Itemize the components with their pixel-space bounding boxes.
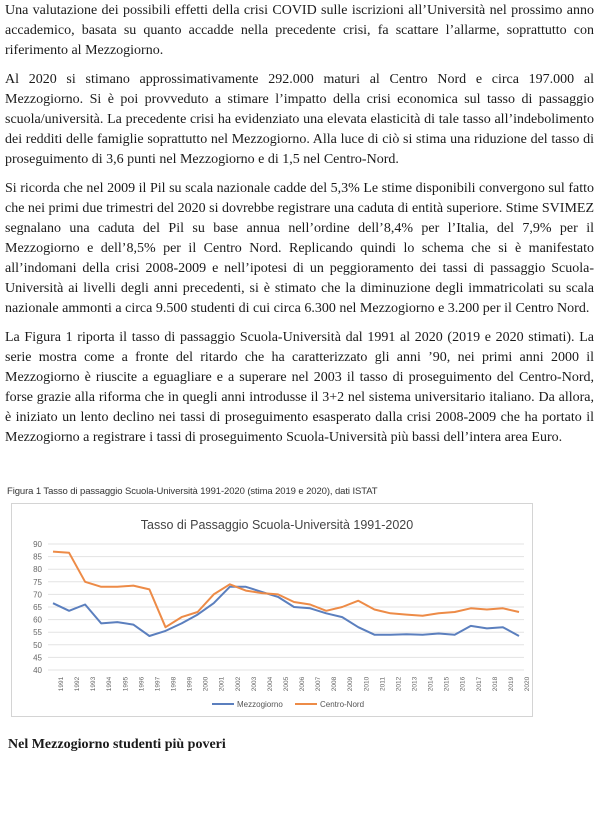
x-tick-label: 1996 — [138, 676, 146, 692]
x-tick-label: 2005 — [282, 676, 290, 692]
chart — [11, 503, 533, 717]
x-tick-label: 2017 — [475, 676, 483, 692]
y-tick-label: 40 — [33, 666, 42, 675]
x-tick-label: 1999 — [186, 676, 194, 692]
article — [0, 1, 600, 753]
x-tick-label: 2018 — [491, 676, 499, 692]
x-tick-label: 2016 — [459, 676, 467, 692]
legend-label-mezzogiorno: Mezzogiorno — [237, 700, 283, 709]
x-tick-label: 2009 — [347, 676, 355, 692]
x-tick-label: 2012 — [395, 676, 403, 692]
chart-legend — [212, 700, 364, 709]
x-tick-label: 1993 — [90, 676, 98, 692]
x-tick-label: 2010 — [363, 676, 371, 692]
x-tick-label: 2003 — [250, 676, 258, 692]
section-heading: Nel Mezzogiorno studenti più poveri — [8, 737, 226, 752]
x-tick-label: 2015 — [443, 676, 451, 692]
x-tick-label: 2004 — [266, 676, 274, 692]
paragraph-4: La Figura 1 riporta il tasso di passaggio Scuola-Università dal 1991 al 2020 (2019 e 2020 stimati). La serie mostra come a fronte del ritardo che ha caratterizzato gli anni ’90, nei primi anni 2000 il Mezzogiorno è riuscite a eguagliare e a superare nel 2003 il tasso di proseguimento del Centro-Nord, forse grazie alla riforma che in quegli anni introdusse il 3+2 nel sistema universitario italiano. Da allora, è iniziato un lento declino nei tassi di proseguimento esasperato dalla crisi 2008-2009 che ha portato il Mezzogiorno a registrare i tassi di proseguimento Scuola-Università più bassi dell’intera area Euro. — [5, 330, 594, 445]
x-tick-label: 2020 — [524, 676, 531, 692]
x-tick-label: 2008 — [331, 676, 339, 692]
chart-title: Tasso di Passaggio Scuola-Università 1991-2020 — [140, 518, 414, 532]
legend-label-centro-nord: Centro-Nord — [320, 700, 365, 709]
x-tick-label: 1997 — [154, 676, 162, 692]
y-tick-label: 85 — [33, 552, 42, 562]
y-tick-label: 75 — [33, 577, 42, 587]
figure-caption: Figura 1 Tasso di passaggio Scuola-Università 1991-2020 (stima 2019 e 2020), dati ISTAT — [7, 486, 378, 497]
x-tick-label: 2006 — [299, 676, 307, 692]
y-tick-label: 70 — [33, 590, 42, 600]
paragraph-3: Si ricorda che nel 2009 il Pil su scala nazionale cadde del 5,3% Le stime disponibili convergono sul fatto che nei primi due trimestri del 2020 si dovrebbe registrare una caduta di entità superiore. Stime SVIMEZ segnalano una caduta del Pil su base annua nell’ordine dell’8,4% per l’Italia, del 7,9% per il Mezzogiorno e dell’8,5% per il Centro Nord. Replicando quindi lo schema che si è manifestato all’indomani della crisi 2008-2009 e nell’ipotesi di un peggioramento dei tassi di passaggio Scuola-Università ai livelli degli anni precedenti, si è stimato che la diminuzione degli immatricolati su scala nazionale ammonti a circa 9.500 studenti di cui circa 6.300 nel Mezzogiorno e 3.200 per il Centro Nord. — [5, 181, 594, 316]
x-tick-label: 2013 — [411, 676, 419, 692]
x-tick-label: 1995 — [122, 676, 130, 692]
y-tick-label: 55 — [33, 628, 42, 638]
paragraph-1: Una valutazione dei possibili effetti della crisi COVID sulle iscrizioni all’Università nel prossimo anno accademico, basata su quanto accadde nella precedente crisi, fa scattare l’allarme, soprattutto con riferimento al Mezzogiorno. — [5, 3, 594, 58]
x-tick-label: 2011 — [379, 677, 387, 691]
y-tick-label: 50 — [33, 640, 42, 650]
y-tick-label: 65 — [33, 603, 42, 612]
x-tick-label: 2014 — [427, 676, 435, 692]
y-tick-label: 45 — [33, 653, 42, 663]
y-tick-label: 60 — [33, 615, 42, 625]
paragraph-2: Al 2020 si stimano approssimativamente 292.000 maturi al Centro Nord e circa 197.000 al Mezzogiorno. Si è poi provveduto a stimare l’impatto della crisi economica sul tasso di passaggio scuola/università. La precedente crisi ha evidenziato una elevata elasticità di tale tasso all’indebolimento dei redditi delle famiglie soprattutto nel Mezzogiorno. Alla luce di ciò si stima una riduzione del tasso di proseguimento di 3,6 punti nel Mezzogiorno e di 1,5 nel Centro-Nord. — [5, 72, 594, 167]
x-tick-label: 2002 — [234, 676, 242, 692]
chart-svg — [12, 504, 532, 716]
x-tick-label: 2001 — [218, 676, 226, 692]
x-tick-label: 2007 — [315, 676, 323, 692]
x-tick-label: 1994 — [106, 676, 114, 692]
x-tick-label: 1992 — [74, 676, 82, 692]
x-tick-label: 2000 — [202, 676, 210, 692]
x-tick-label: 1998 — [170, 676, 178, 692]
x-tick-label: 1991 — [58, 676, 65, 692]
series-line-centro-nord — [53, 552, 519, 628]
y-tick-label: 90 — [33, 540, 42, 549]
y-tick-label: 80 — [33, 565, 42, 575]
x-tick-label: 2019 — [507, 676, 515, 692]
